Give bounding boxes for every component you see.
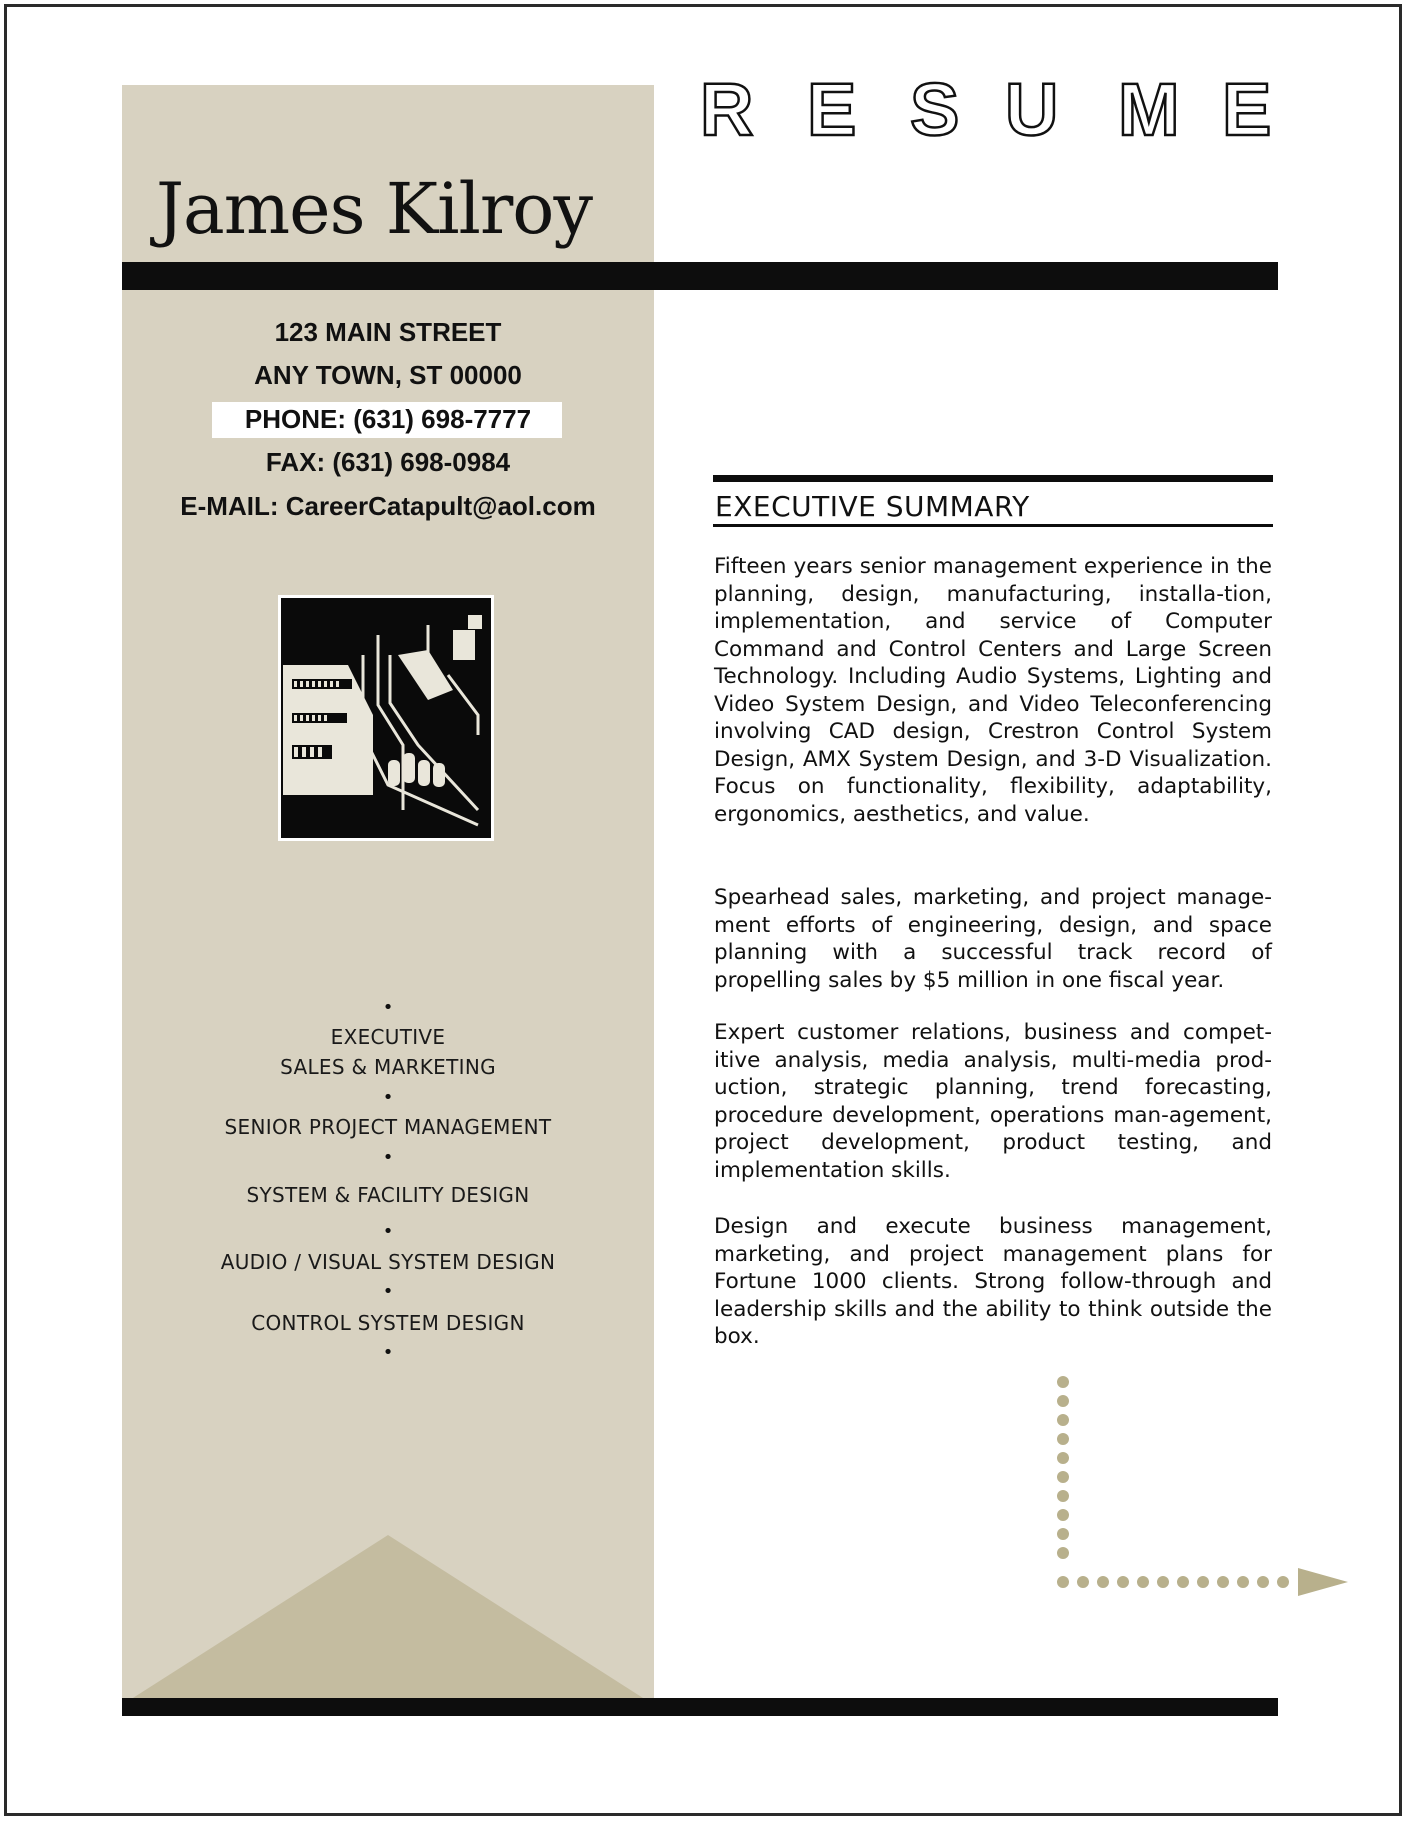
summary-paragraph-2: Spearhead sales, marketing, and project manage-ment efforts of engineering, design, and space planning with a successful track record of propelling sales by $5 million in one fiscal year. [714,885,1272,993]
circuit-board-photo [278,595,494,841]
title-letter: E [1222,68,1272,151]
footer-divider-bar [122,1698,1278,1716]
summary-paragraph-3: Expert customer relations, business and compet-itive analysis, media analysis, multi-media prod-uction, strategic planning, trend forecasting, procedure development, operations man-agement, project development, product testing, and implementation skills. [714,1020,1272,1183]
contact-email[interactable]: E-MAIL: CareerCatapult@aol.com [180,491,596,521]
skill-executive: EXECUTIVE [330,1025,446,1049]
skill-system-facility-design: SYSTEM & FACILITY DESIGN [246,1183,530,1207]
skill-bullet: • [382,1087,394,1108]
contact-fax: FAX: (631) 698-0984 [265,447,511,477]
summary-paragraph-4: Design and execute business management, marketing, and project management plans for Fortune 1000 clients. Strong follow-through and leadership skills and the ability to think outside the box. [714,1214,1272,1349]
contact-city: ANY TOWN, ST 00000 [254,360,522,390]
dotted-corner-arrow-icon [1040,1370,1360,1600]
summary-heading: EXECUTIVE SUMMARY [715,490,1030,523]
title-letter: R [700,68,754,151]
summary-paragraph-1: Fifteen years senior management experience in the planning, design, manufacturing, installa-tion, implementation, and service of Computer Command and Control Centers and Large Screen Technology. Including Audio Systems, Lighting and Video System Design, and Video Teleconferencing involving CAD design, Crestron Control System Design, AMX System Design, and 3-D Visualization. Focus on functionality, flexibility, adaptability, ergonomics, aesthetics, and value. [714,554,1272,827]
skill-audio-visual-design: AUDIO / VISUAL SYSTEM DESIGN [220,1250,556,1274]
skill-senior-project-management: SENIOR PROJECT MANAGEMENT [224,1115,552,1139]
skill-bullet: • [382,1147,394,1168]
skill-bullet: • [382,997,394,1018]
title-letter: E [807,68,857,151]
sidebar-triangle-decoration [122,1535,654,1705]
title-letter: U [1005,68,1059,151]
skill-bullet: • [382,1221,394,1242]
header-divider-bar [122,262,1278,290]
summary-bottom-rule [713,524,1273,527]
skill-bullet: • [382,1342,394,1363]
skill-bullet: • [382,1281,394,1302]
title-letter: S [910,68,960,151]
skill-sales-marketing: SALES & MARKETING [280,1055,496,1079]
title-letter: M [1118,68,1180,151]
skill-control-system-design: CONTROL SYSTEM DESIGN [251,1311,525,1335]
contact-phone: PHONE: (631) 698-7777 [244,404,532,434]
contact-street: 123 MAIN STREET [274,317,502,347]
candidate-name: James Kilroy [156,168,592,250]
resume-title [700,70,1290,150]
summary-top-rule [713,475,1273,482]
